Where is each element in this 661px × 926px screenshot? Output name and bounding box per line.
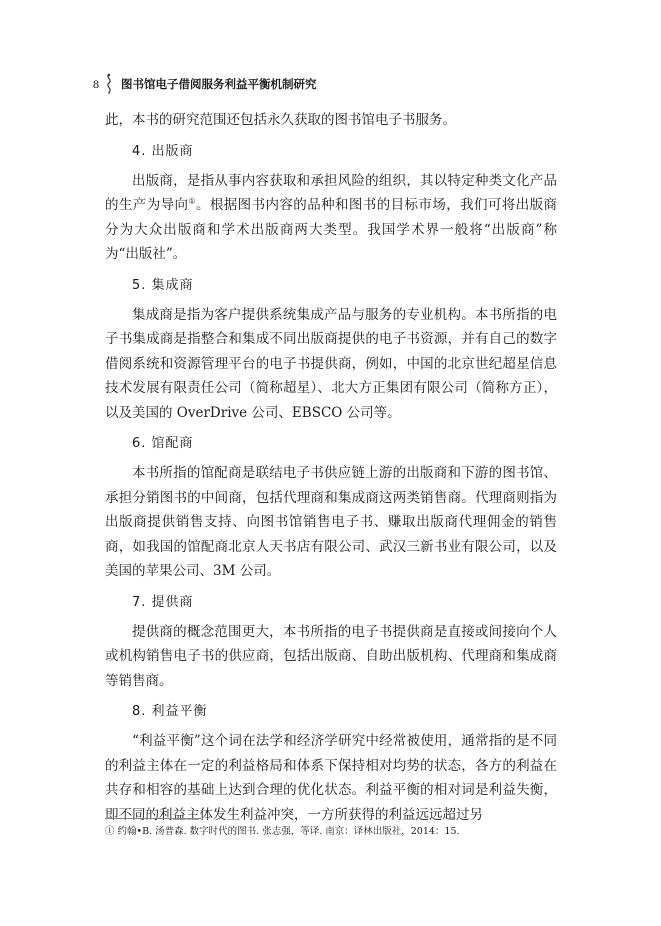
footnote: ① 约翰•B. 汤普森. 数字时代的图书. 张志强，等译. 南京：译林出版社，2014：15. xyxy=(105,826,460,837)
section-paragraph-library-distributor: 本书所指的馆配商是联结电子书供应链上游的出版商和下游的图书馆、承担分销图书的中间商，包括代理商和集成商这两类销售商。代理商则指为出版商提供销售支持、向图书馆销售电子书、赚取出版商代理佣金的销售商，如我国的馆配商北京人天书店有限公司、武汉三新书业有限公司，以及美国的苹果公司、3M 公司。 xyxy=(105,465,557,579)
section-paragraph-interest-balance: “利益平衡”这个词在法学和经济学研究中经常被使用，通常指的是不同的利益主体在一定的利益格局和体系下保持相对均势的状态，各方的利益在共存和相容的基础上达到合理的优化状态。利益平衡的相对词是利益失衡，即不同的利益主体发生利益冲突，一方所获得的利益远远超过另 xyxy=(105,733,557,823)
section-heading-integrator: 5. 集成商 xyxy=(132,277,194,293)
section-paragraph-integrator: 集成商是指为客户提供系统集成产品与服务的专业机构。本书所指的电子书集成商是指整合和集成不同出版商提供的电子书资源，并有自己的数字借阅系统和资源管理平台的电子书提供商，例如，中国的北京世纪超星信息技术发展有限责任公司（简称超星）、北大方正集团有限公司（简称方正），以及美国的 OverDrive 公司、EBSCO 公司等。 xyxy=(105,306,557,421)
section-heading-publisher: 4. 出版商 xyxy=(132,143,194,159)
footnote-divider xyxy=(105,818,201,819)
page-number: 8 xyxy=(93,76,99,91)
running-title: 图书馆电子借阅服务利益平衡机制研究 xyxy=(121,77,317,91)
section-heading-interest-balance: 8. 利益平衡 xyxy=(132,704,208,719)
paragraph-text: 出版商，是指从事内容获取和承担风险的组织，其以特定种类文化产品的生产为导向 xyxy=(105,172,557,213)
intro-paragraph: 此，本书的研究范围还包括永久获取的图书馆电子书服务。 xyxy=(105,112,456,128)
section-heading-library-distributor: 6. 馆配商 xyxy=(132,436,194,451)
section-heading-provider: 7. 提供商 xyxy=(132,594,194,610)
decorative-flourish-icon xyxy=(103,73,115,95)
footnote-reference[interactable]: ① xyxy=(188,196,196,206)
page-header xyxy=(93,73,317,95)
paragraph-text-continued: 。根据图书内容的品种和图书的目标市场，我们可将出版商分为大众出版商和学术出版商两大类型。我国学术界一般将“出版商”称为“出版社”。 xyxy=(105,197,558,262)
section-paragraph-provider: 提供商的概念范围更大，本书所指的电子书提供商是直接或间接向个人或机构销售电子书的供应商，包括出版商、自助出版机构、代理商和集成商等销售商。 xyxy=(105,623,557,689)
page-body xyxy=(105,108,557,827)
section-paragraph-publisher xyxy=(105,169,557,267)
